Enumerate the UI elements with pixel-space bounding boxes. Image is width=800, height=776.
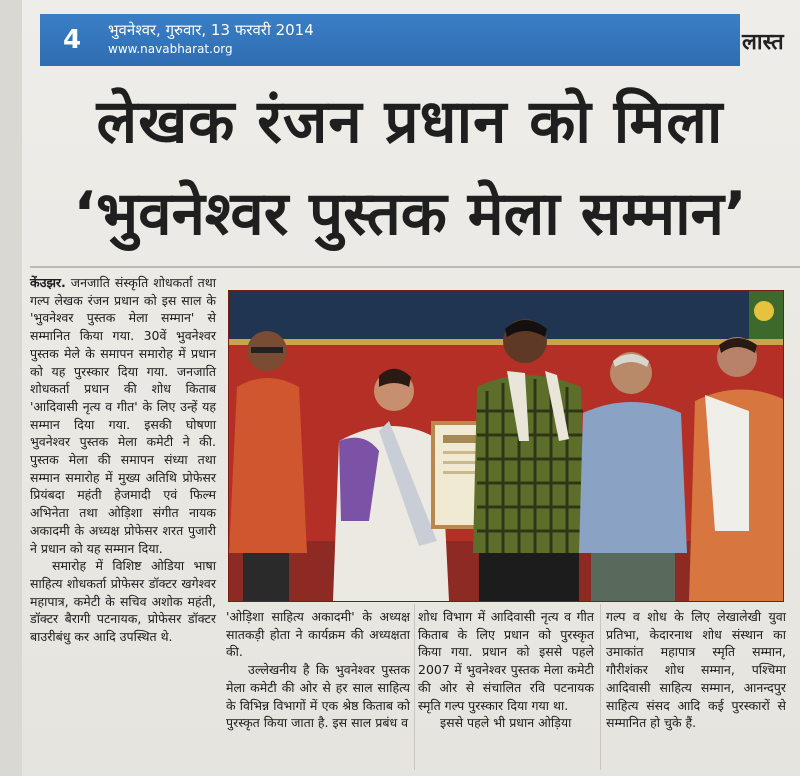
article-column-3 [418,608,594,732]
article-column-2 [226,608,410,732]
page-number: 4 [62,25,82,55]
article-paragraph: उल्लेखनीय है कि भुवनेश्वर पुस्तक मेला कमेटी की ओर से हर साल साहित्य के विभिन्न विभागों में एक श्रेष्ठ किताब को पुरस्कृत किया जाता है. इस साल प्रबंध व [226,662,410,731]
column-divider [414,604,415,770]
headline-line-1: लेखक रंजन प्रधान को मिला [96,87,724,157]
article-dateline: केंउझर. [30,275,66,290]
article-paragraph [30,274,216,557]
header-website: www.navabharat.org [108,42,233,56]
award-ceremony-photo [228,290,784,602]
headline-line-2: ‘भुवनेश्वर पुस्तक मेला सम्मान’ [73,179,747,249]
article-paragraph: गल्प व शोध के लिए लेखालेखी युवा प्रतिभा, केदारनाथ शोध संस्थान का उमाकांत महापात्र स्मृति सम्मान, गौरीशंकर शोध सम्मान, पश्चिमा आदिवासी साहित्य सम्मान, आनन्दपुर साहित्य संसद आदि कई पुरस्कारों से सम्मानित हो चुके हैं. [606,609,786,731]
article-paragraph: समारोह में विशिष्ट ओडिया भाषा साहित्य शोधकर्ता प्रोफेसर डॉक्टर खगेश्वर महापात्र, कमेटी के सचिव अशोक महंती, डॉक्टर बैरागी पटनायक, प्रोफेसर डॉक्टर बाउरीबंधु कर आदि उपस्थित थे. [30,558,216,645]
column-divider [600,604,601,770]
article-paragraph: 'ओड़िशा साहित्य अकादमी' के अध्यक्ष सातकड़ी होता ने कार्यक्रम की अध्यक्षता की. [226,609,410,660]
article-column-1 [30,274,216,646]
photo-illustration [229,291,783,601]
article-column-4 [606,608,786,732]
masthead-fragment: लास्त [742,30,784,55]
header-dateline: भुवनेश्वर, गुरुवार, 13 फरवरी 2014 [108,21,314,39]
headline-rule [30,266,800,268]
article-paragraph: शोध विभाग में आदिवासी नृत्य व गीत किताब के लिए प्रधान को पुरस्कृत किया गया. प्रधान को इससे पहले 2007 में भुवनेश्वर पुस्तक मेला कमेटी की ओर से संचालित रवि पटनायक स्मृति गल्प पुरस्कार दिया गया था. [418,609,594,713]
article-text: जनजाति संस्कृति शोधकर्ता तथा गल्प लेखक रंजन प्रधान को इस साल के 'भुवनेश्वर पुस्तक मेला सम्मान' से सम्मानित किया गया. 30वें भुवनेश्वर पुस्तक मेले के समापन समारोह में प्रधान को यह पुरस्कार दिया गया. जनजाति शोधकर्ता प्रधान की शोध किताब 'आदिवासी नृत्य व गीत' के लिए उन्हें यह सम्मान दिया गया. इसकी घोषणा भुवनेश्वर पुस्तक मेला कमेटी ने की. पुस्तक मेला की समापन संध्या तथा सम्मान समारोह में मुख्य अतिथि प्रोफेसर प्रियंबदा महंती हेजमादी एवं फिल्म अभिनेता तथा ओड़िशा संगीत नायक अकादमी के अध्यक्ष प्रोफेसर शरत पुजारी ने प्रधान को यह सम्मान दिया. [30,275,216,556]
article-paragraph: इससे पहले भी प्रधान ओड़िया [440,715,572,731]
page-edge [0,0,22,776]
